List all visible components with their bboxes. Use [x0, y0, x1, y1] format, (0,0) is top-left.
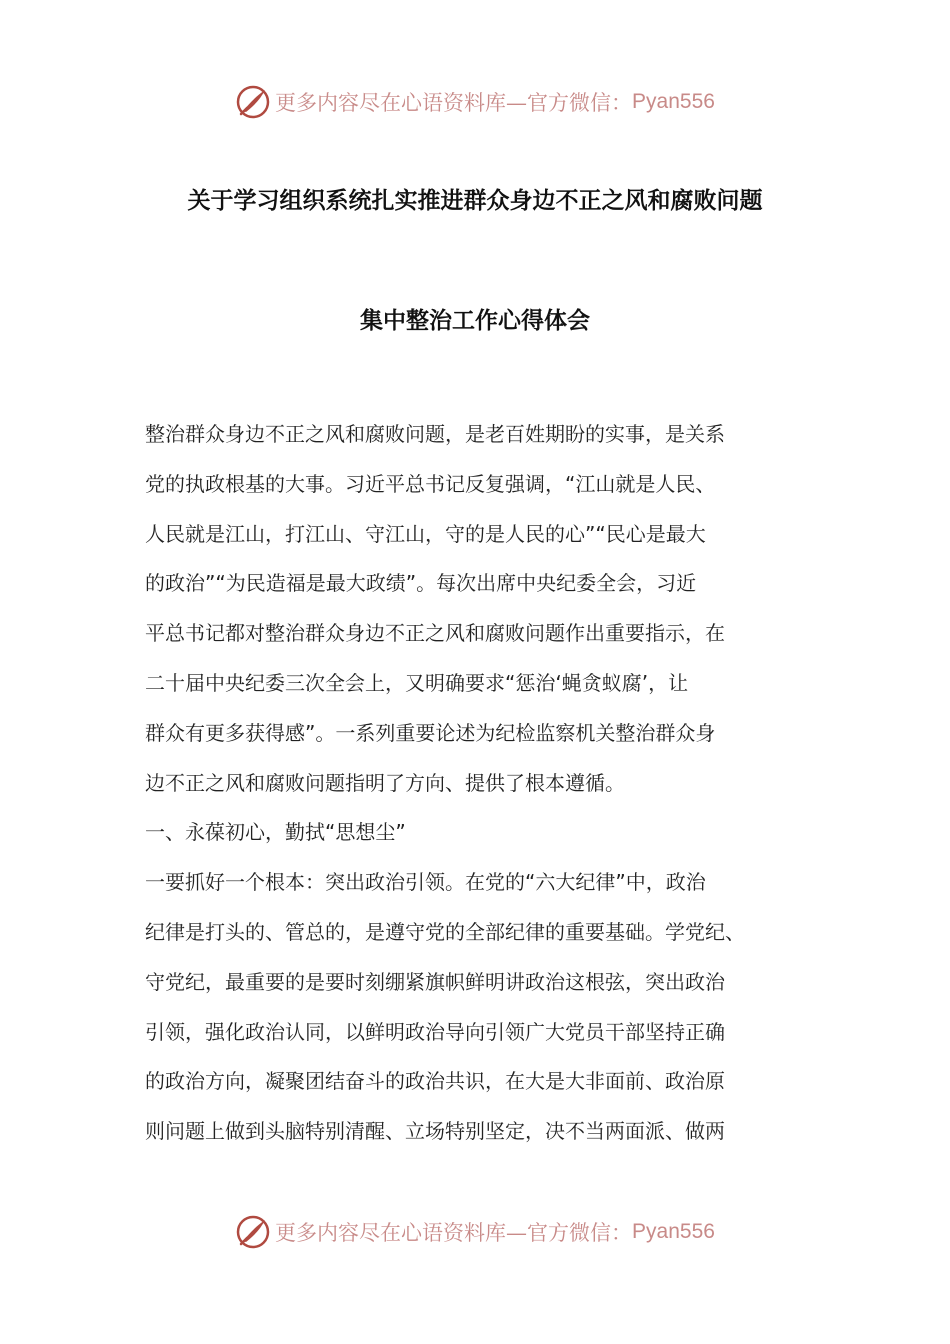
wechat-id: Pyan556	[632, 90, 715, 113]
body-line: 则问题上做到头脑特别清醒、立场特别坚定，决不当两面派、做两	[145, 1119, 725, 1144]
quill-logo-icon	[235, 84, 271, 120]
watermark-banner-top	[0, 80, 950, 124]
body-line: 党的执政根基的大事。习近平总书记反复强调，“江山就是人民、	[145, 471, 716, 496]
body-line: 平总书记都对整治群众身边不正之风和腐败问题作出重要指示，在	[145, 621, 725, 646]
body-line: 一要抓好一个根本：突出政治引领。在党的“六大纪律”中，政治	[145, 870, 706, 895]
body-line: 守党纪，最重要的是要时刻绷紧旗帜鲜明讲政治这根弦，突出政治	[145, 969, 725, 994]
document-title-line-1: 关于学习组织系统扎实推进群众身边不正之风和腐败问题	[187, 188, 763, 214]
body-line: 人民就是江山，打江山、守江山，守的是人民的心”“民心是最大	[145, 521, 706, 546]
body-line: 的政治”“为民造福是最大政绩”。每次出席中央纪委全会，习近	[145, 571, 697, 596]
watermark-text: 更多内容尽在心语资料库—官方微信：	[275, 1221, 633, 1245]
wechat-id: Pyan556	[632, 1220, 715, 1243]
body-line: 纪律是打头的、管总的，是遵守党的全部纪律的重要基础。学党纪、	[145, 919, 745, 944]
document-body	[145, 414, 825, 1161]
watermark-text: 更多内容尽在心语资料库—官方微信：	[275, 91, 633, 115]
section-heading: 一、永葆初心，勤拭“思想尘”	[145, 820, 406, 845]
body-line: 群众有更多获得感”。一系列重要论述为纪检监察机关整治群众身	[145, 720, 716, 745]
watermark-banner-bottom	[0, 1210, 950, 1254]
body-line: 的政治方向，凝聚团结奋斗的政治共识，在大是大非面前、政治原	[145, 1069, 725, 1094]
body-line: 边不正之风和腐败问题指明了方向、提供了根本遵循。	[145, 770, 625, 795]
body-line: 二十届中央纪委三次全会上，又明确要求“惩治‘蝇贪蚁腐’，让	[145, 670, 689, 695]
body-line: 整治群众身边不正之风和腐败问题，是老百姓期盼的实事，是关系	[145, 422, 725, 446]
body-line: 引领，强化政治认同，以鲜明政治导向引领广大党员干部坚持正确	[145, 1019, 725, 1044]
quill-logo-icon	[235, 1214, 271, 1250]
document-title-line-2: 集中整治工作心得体会	[360, 308, 590, 334]
